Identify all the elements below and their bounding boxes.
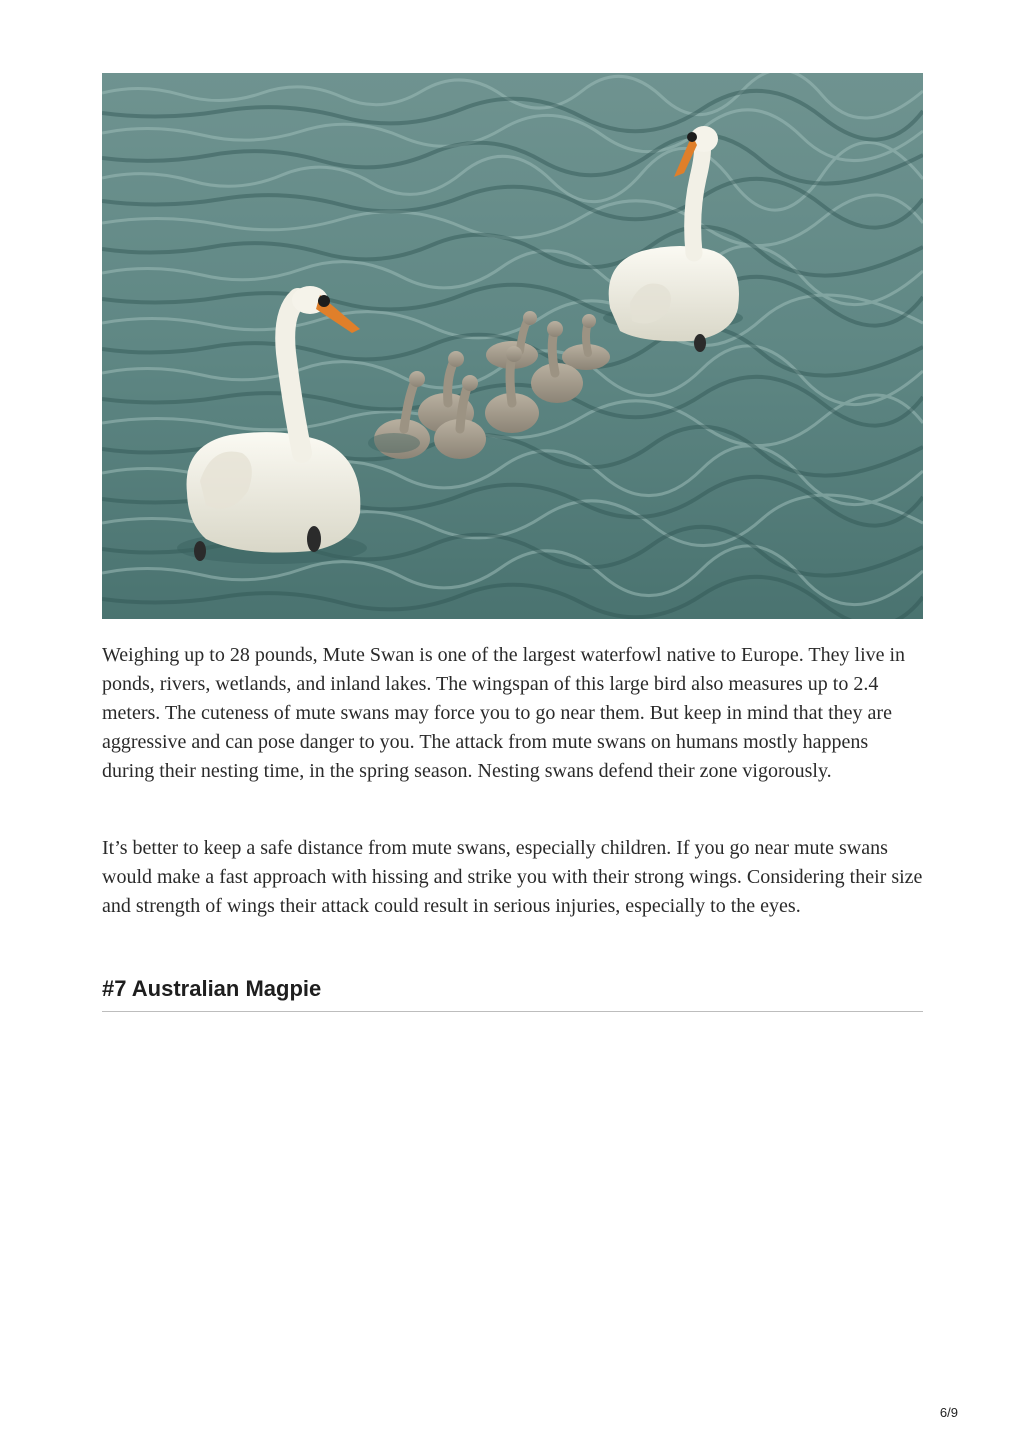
swan-family-photo	[102, 73, 923, 619]
article-paragraph-1: Weighing up to 28 pounds, Mute Swan is one of the largest waterfowl native to Europe. They live in ponds, rivers, wetlands, and inland lakes. The wingspan of this large bird also measures up to 2.4 meters. The cuteness of mute swans may force you to go near them. But keep in mind that they are aggressive and can pose danger to you. The attack from mute swans on humans mostly happens during their nesting time, in the spring season. Nesting swans defend their zone vigorously.	[102, 644, 906, 782]
page-number: 6/9	[939, 1405, 958, 1420]
section-heading: #7 Australian Magpie	[102, 976, 322, 1001]
section-divider	[102, 1011, 923, 1012]
article-paragraph-2: It’s better to keep a safe distance from mute swans, especially children. If you go near mute swans would make a fast approach with hissing and strike you with their strong wings. Considering their size and strength of wings their attack could result in serious injuries, especially to the eyes.	[102, 837, 923, 917]
